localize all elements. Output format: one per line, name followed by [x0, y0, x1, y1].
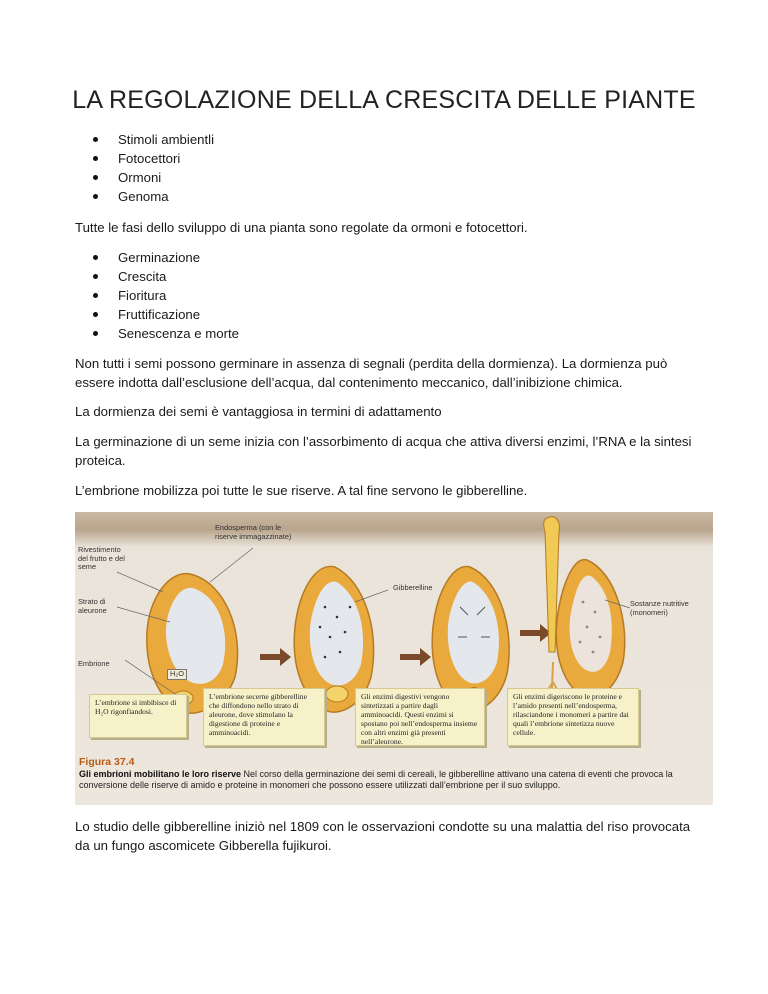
list-item: Ormoni	[93, 168, 214, 187]
figure-number: Figura 37.4	[79, 756, 135, 768]
paragraph-embryo: L’embrione mobilizza poi tutte le sue riserve. A tal fine servono le gibberelline.	[75, 483, 528, 498]
caption-box-4: Gli enzimi digeriscono le proteine e l’amido presenti nell’endosperma, rilasciandone i monomeri a partire dai quali l’embrione sintetizza nuove cellule.	[507, 688, 639, 746]
list-item: Fruttificazione	[93, 305, 239, 324]
page-title: LA REGOLAZIONE DELLA CRESCITA DELLE PIANTE	[72, 86, 696, 114]
list-item: Crescita	[93, 267, 239, 286]
label-embrione: Embrione	[78, 659, 110, 668]
list-item: Senescenza e morte	[93, 324, 239, 343]
label-sostanze: Sostanze nutritive (monomeri)	[630, 599, 689, 617]
list-item: Fotocettori	[93, 149, 214, 168]
list-item: Stimoli ambientli	[93, 130, 214, 149]
figure-caption-title: Gli embrioni mobilitano le loro riserve	[79, 769, 242, 779]
caption-box-3: Gli enzimi digestivi vengono sintetizzati a partire dagli amminoacidi. Questi enzimi si spostano poi nell’endosperma insieme con altri enzimi già presenti nell’aleurone.	[355, 688, 485, 746]
figure-caption	[79, 769, 707, 791]
figure-caption-text: Nel corso della germinazione dei semi di cereali, le gibberelline attivano una catena di eventi che provoca la conversione delle riserve di amido e proteine in monomeri che possono essere utilizzati dall’embrione per il suo sviluppo.	[79, 769, 673, 790]
list-item: Genoma	[93, 187, 214, 206]
figure-illustration	[75, 512, 713, 805]
list-item: Fioritura	[93, 286, 239, 305]
arrow-icon	[260, 648, 291, 666]
paragraph-dormancy: Non tutti i semi possono germinare in assenza di segnali (perdita della dormienza). La dormienza può essere indotta dall’esclusione dell’acqua, dal contenimento meccanico, dall’inibizione chimica.	[75, 356, 668, 390]
paragraph-history: Lo studio delle gibberelline iniziò nel 1809 con le osservazioni condotte su una malattia del riso provocata da un fungo ascomicete Gibberella fujikuroi.	[75, 819, 691, 853]
paragraph-phases: Tutte le fasi dello sviluppo di una pianta sono regolate da ormoni e fotocettori.	[75, 220, 528, 235]
arrow-icon	[520, 624, 551, 642]
caption-box-1: L’embrione si imbibisce di H₂O rigonfiandosi.	[89, 694, 187, 738]
label-strato: Strato di aleurone	[78, 597, 107, 615]
label-rivestimento: Rivestimento del frutto e del seme	[78, 545, 125, 571]
arrow-icon	[400, 648, 431, 666]
paragraph-dormancy-advantage: La dormienza dei semi è vantaggiosa in termini di adattamento	[75, 404, 442, 419]
paragraph-germination: La germinazione di un seme inizia con l’assorbimento di acqua che attiva diversi enzimi, l’RNA e la sintesi proteica.	[75, 434, 692, 468]
phases-list	[93, 248, 239, 343]
caption-box-2: L’embrione secerne gibberelline che diffondono nello strato di aleurone, dove stimolano la digestione di proteine e amminoacidi.	[203, 688, 325, 746]
factors-list	[93, 130, 214, 206]
label-endosperma: Endosperma (con le riserve immagazzinate)	[215, 523, 292, 541]
label-gibberelline: Gibberelline	[393, 583, 433, 592]
germination-figure	[75, 512, 713, 805]
list-item: Germinazione	[93, 248, 239, 267]
label-h2o: H₂O	[167, 669, 187, 680]
